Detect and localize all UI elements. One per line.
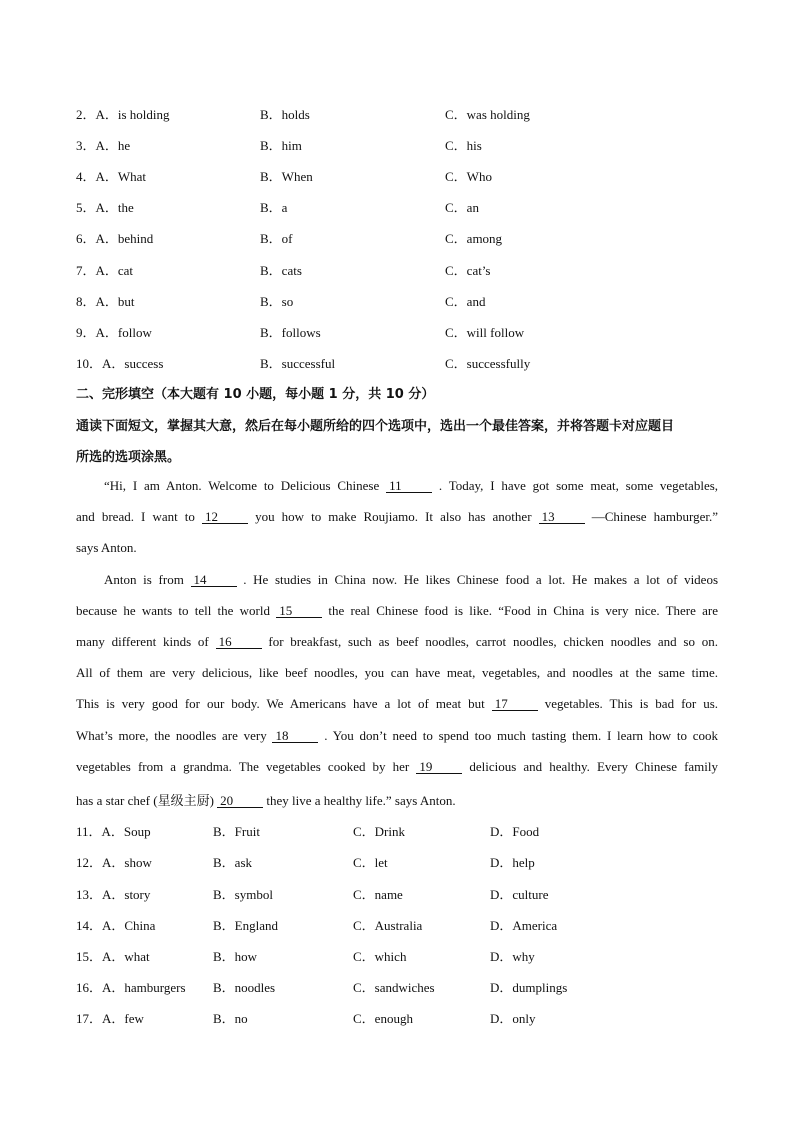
blank-18: 18 <box>272 729 318 743</box>
option-c: C．and <box>445 294 486 309</box>
passage-text: they live a healthy life.” says Anton. <box>266 793 456 808</box>
question-row <box>76 260 756 280</box>
option-a: 13．A．story <box>76 887 151 902</box>
passage-text: vegetables. This is bad for us. <box>544 696 719 711</box>
option-c: C．Australia <box>353 918 423 933</box>
option-a: 3．A．he <box>76 138 131 153</box>
option-c: C．name <box>353 887 403 902</box>
blank-12: 12 <box>202 510 248 524</box>
passage-text: many different kinds of <box>76 634 209 649</box>
option-a: 10．A．success <box>76 356 164 371</box>
question-row <box>76 135 756 155</box>
option-a: 16．A．hamburgers <box>76 980 186 995</box>
option-d: D．America <box>490 918 558 933</box>
question-row <box>76 946 756 966</box>
option-b: B．no <box>213 1011 248 1026</box>
passage-text: . Today, I have got some meat, some vegetables, <box>438 478 719 493</box>
option-b: B．symbol <box>213 887 273 902</box>
passage-line <box>104 572 718 588</box>
option-c: C．among <box>445 231 503 246</box>
passage-line <box>76 634 718 650</box>
option-a: 6．A．behind <box>76 231 154 246</box>
option-d: D．why <box>490 949 535 964</box>
passage-line <box>76 509 718 525</box>
passage-text: Anton is from <box>104 572 184 587</box>
option-c: C．which <box>353 949 407 964</box>
question-row <box>76 197 756 217</box>
blank-16: 16 <box>216 635 262 649</box>
blank-19: 19 <box>416 760 462 774</box>
option-a: 15．A．what <box>76 949 150 964</box>
option-b: B．England <box>213 918 278 933</box>
option-c: C．Drink <box>353 824 406 839</box>
blank-14: 14 <box>191 573 237 587</box>
option-b: B．so <box>260 294 294 309</box>
passage-line <box>76 728 718 744</box>
passage-line <box>104 478 718 494</box>
option-c: C．successfully <box>445 356 531 371</box>
blank-15: 15 <box>276 604 322 618</box>
passage-text: What’s more, the noodles are very <box>76 728 267 743</box>
passage-text: vegetables from a grandma. The vegetables cooked by her <box>76 759 410 774</box>
option-a: 2．A．is holding <box>76 107 170 122</box>
passage-line <box>76 540 718 556</box>
option-c: C．cat’s <box>445 263 491 278</box>
option-b: B．successful <box>260 356 336 371</box>
option-a: 5．A．the <box>76 200 134 215</box>
question-row <box>76 322 756 342</box>
question-row <box>76 915 756 935</box>
question-row <box>76 852 756 872</box>
option-b: B．how <box>213 949 258 964</box>
passage-text: . He studies in China now. He likes Chinese food a lot. He makes a lot of videos <box>243 572 719 587</box>
question-row <box>76 228 756 248</box>
option-d: D．culture <box>490 887 549 902</box>
passage-text: “Hi, I am Anton. Welcome to Delicious Chinese <box>104 478 380 493</box>
passage-text: . You don’t need to spend too much tasting them. I learn how to cook <box>324 728 719 743</box>
option-a: 17．A．few <box>76 1011 144 1026</box>
option-a: 14．A．China <box>76 918 156 933</box>
passage-text: delicious and healthy. Every Chinese family <box>469 759 719 774</box>
option-b: B．holds <box>260 107 310 122</box>
question-row <box>76 977 756 997</box>
option-c: C．his <box>445 138 482 153</box>
blank-11: 11 <box>386 479 432 493</box>
option-d: D．help <box>490 855 535 870</box>
question-row <box>76 1008 756 1028</box>
question-row <box>76 884 756 904</box>
passage-text: —Chinese hamburger.” <box>591 509 719 524</box>
option-a: 4．A．What <box>76 169 147 184</box>
option-d: D．only <box>490 1011 536 1026</box>
question-row <box>76 353 756 373</box>
option-d: D．dumplings <box>490 980 568 995</box>
option-c: C．an <box>445 200 479 215</box>
option-a: 12．A．show <box>76 855 152 870</box>
question-row <box>76 821 756 841</box>
blank-20: 20 <box>217 794 263 808</box>
option-a: 7．A．cat <box>76 263 134 278</box>
option-b: B．When <box>260 169 313 184</box>
option-c: C．enough <box>353 1011 413 1026</box>
passage-text: for breakfast, such as beef noodles, carrot noodles, chicken noodles and so on. <box>268 634 719 649</box>
passage-text: the real Chinese food is like. “Food in China is very nice. There are <box>328 603 718 618</box>
passage-text: All of them are very delicious, like beef noodles, you can have meat, vegetables, and noodles at the same time. <box>76 665 718 680</box>
option-b: B．noodles <box>213 980 276 995</box>
option-c: C．was holding <box>445 107 530 122</box>
passage-line <box>76 759 718 775</box>
option-b: B．Fruit <box>213 824 260 839</box>
option-b: B．cats <box>260 263 302 278</box>
passage-text: has a star chef (星级主厨) <box>76 793 214 808</box>
option-a: 11．A．Soup <box>76 824 151 839</box>
option-b: B．follows <box>260 325 321 340</box>
option-b: B．ask <box>213 855 253 870</box>
passage-line <box>76 603 718 619</box>
passage-text: you how to make Roujiamo. It also has another <box>255 509 532 524</box>
option-a: 8．A．but <box>76 294 135 309</box>
option-c: C．sandwiches <box>353 980 435 995</box>
question-row <box>76 166 756 186</box>
question-row <box>76 291 756 311</box>
blank-17: 17 <box>492 697 538 711</box>
question-row <box>76 104 756 124</box>
option-a: 9．A．follow <box>76 325 152 340</box>
passage-line <box>76 696 718 712</box>
option-b: B．of <box>260 231 293 246</box>
option-c: C．Who <box>445 169 492 184</box>
passage-text: because he wants to tell the world <box>76 603 270 618</box>
passage-text: This is very good for our body. We Americans have a lot of meat but <box>76 696 485 711</box>
option-c: C．will follow <box>445 325 525 340</box>
passage-text: and bread. I want to <box>76 509 195 524</box>
blank-13: 13 <box>539 510 585 524</box>
passage-line <box>76 790 718 809</box>
section-title: 二、完形填空（本大题有 10 小题，每小题 1 分，共 10 分） <box>76 387 435 402</box>
instruction-line: 所选的选项涂黑。 <box>76 450 181 465</box>
passage-line <box>76 665 718 681</box>
option-d: D．Food <box>490 824 540 839</box>
option-b: B．him <box>260 138 302 153</box>
instruction-line: 通读下面短文，掌握其大意，然后在每小题所给的四个选项中，选出一个最佳答案，并将答题卡对应题目 <box>76 419 675 434</box>
option-c: C．let <box>353 855 388 870</box>
option-b: B．a <box>260 200 288 215</box>
passage-text: says Anton. <box>76 540 137 555</box>
